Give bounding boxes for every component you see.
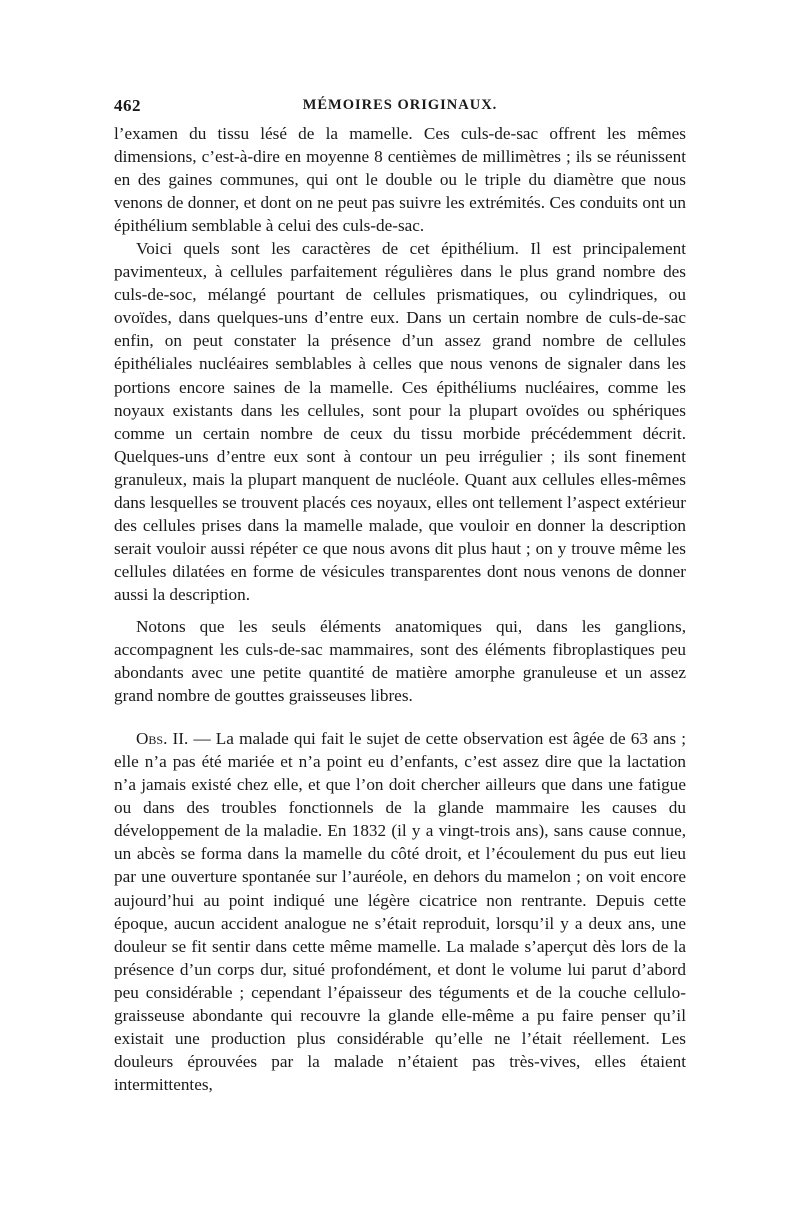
- observation-paragraph: [114, 727, 686, 1096]
- paragraph-epithelium: Voici quels sont les caractères de cet épithélium. Il est principalement pavimenteux, à cellules parfaitement régulières dans le plus grand nombre des culs-de-soc, mélangé pourtant de cellules prismatiques, ou cylindriques, ou ovoïdes, dans quelques-uns d’entre eux. Dans un certain nombre de culs-de-sac enfin, on peut constater la présence d’un assez grand nombre de cellules épithéliales nucléaires semblables à celles que nous venons de signaler dans les portions encore saines de la mamelle. Ces épithéliums nucléaires, comme les noyaux existants dans les cellules, sont pour la plupart ovoïdes ou sphériques comme un certain nombre de ceux du tissu morbide précédemment décrit. Quelques-uns d’entre eux sont à contour un peu irrégulier ; ils sont finement granuleux, mais la plupart manquent de nucléole. Quant aux cellules elles-mêmes dans lesquelles se trouvent placés ces noyaux, elles ont tellement l’aspect extérieur des cellules prises dans la mamelle malade, que vouloir en donner la description serait vouloir aussi répéter ce que nous avons dit plus haut ; on y trouve même les cellules dilatées en forme de vésicules transparentes dont nous venons de donner aussi la description.: [114, 239, 686, 604]
- paragraph-continuation: l’examen du tissu lésé de la mamelle. Ces culs-de-sac offrent les mêmes dimensions, c’est-à-dire en moyenne 8 centièmes de millimètres ; ils se réunissent en des gaines communes, qui ont le double ou le triple du diamètre que nous venons de donner, et dont on ne peut pas suivre les extrémités. Ces conduits ont un épithélium semblable à celui des culs-de-sac.: [114, 124, 686, 236]
- book-page: [114, 96, 686, 1096]
- running-title: MÉMOIRES ORIGINAUX.: [302, 97, 498, 113]
- page-number: 462: [114, 96, 141, 115]
- running-head: [114, 96, 686, 122]
- body-text: [114, 122, 686, 1096]
- observation-label: Obs. II.: [136, 729, 189, 749]
- observation-text: — La malade qui fait le sujet de cette observation est âgée de 63 ans ; elle n’a pas été mariée et n’a point eu d’enfants, c’est assez dire que la lactation n’a jamais existé chez elle, et que l’on doit chercher ailleurs que dans une fatigue ou dans des troubles fonctionnels de la glande mammaire les causes du développement de la maladie. En 1832 (il y a vingt-trois ans), sans cause connue, un abcès se forma dans la mamelle du côté droit, et l’écoulement du pus eut lieu par une ouverture spontanée sur l’auréole, en dehors du mamelon ; on voit encore aujourd’hui au point indiqué une légère cicatrice non rentrante. Depuis cette époque, aucun accident analogue ne s’était reproduit, lorsqu’il y a deux ans, une douleur se fit sentir dans cette même mamelle. La malade s’aperçut dès lors de la présence d’un corps dur, situé profondément, et dont le volume lui parut d’abord peu considérable ; cependant l’épaisseur des téguments et de la couche cellulo-graisseuse abondante qui recouvre la glande elle-même a pu faire penser qu’il existait une production plus considérable qu’elle ne l’était réellement. Les douleurs éprouvées par la malade n’étaient pas très-vives, elles étaient intermittentes,: [114, 729, 686, 1094]
- paragraph-ganglions: Notons que les seuls éléments anatomiques qui, dans les ganglions, accompagnent les culs-de-sac mammaires, sont des éléments fibroplastiques peu abondants avec une petite quantité de matière amorphe granuleuse et un assez grand nombre de gouttes graisseuses libres.: [114, 616, 686, 706]
